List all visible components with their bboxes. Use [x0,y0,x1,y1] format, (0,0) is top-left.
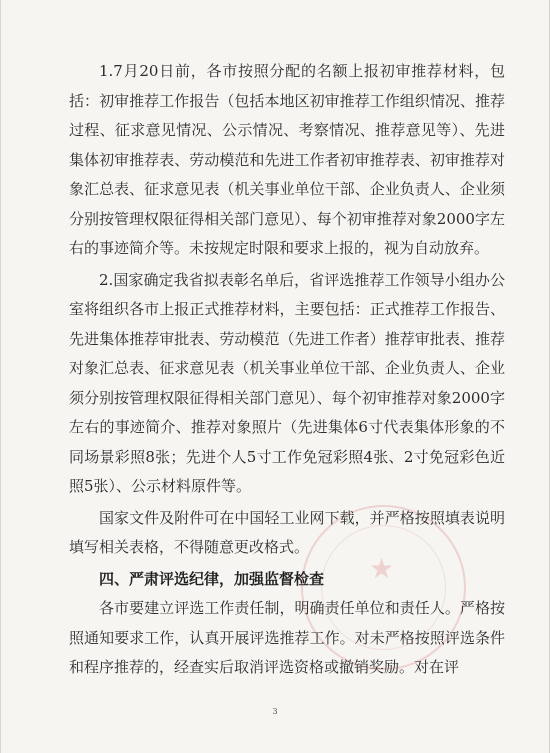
paragraph-2: 2.国家确定我省拟表彰名单后，省评选推荐工作领导小组办公室将组织各市上报正式推荐材料，主要包括：正式推荐工作报告、先进集体推荐审批表、劳动模范（先进工作者）推荐审批表、推荐对象汇总表、征求意见表（机关事业单位干部、企业负责人、企业须分别按管理权限征得相关部门意见）、每个初审推荐对象2000字左右的事迹简介、推荐对象照片（先进集体6寸代表集体形象的不同场景彩照8张；先进个人5寸工作免冠彩照4张、2寸免冠彩色近照5张）、公示材料原件等。 [69,270,505,495]
star-icon: ★ [369,552,395,585]
paragraph-4: 各市要建立评选工作责任制，明确责任单位和责任人。严格按照通知要求工作，认真开展评选推荐工作。对未严格按照评选条件和程序推荐的，经查实后取消评选资格或撤销奖励。对在评 [69,599,505,676]
paragraph-1: 1.7月20日前，各市按照分配的名额上报初审推荐材料，包括：初审推荐工作报告（包括本地区初审推荐工作组织情况、推荐过程、征求意见情况、公示情况、考察情况、推荐意见等）、先进集体初审推荐表、劳动模范和先进工作者初审推荐表、初审推荐对象汇总表、征求意见表（机关事业单位干部、企业负责人、企业须分别按管理权限征得相关部门意见）、每个初审推荐对象2000字左右的事迹简介等。未按规定时限和要求上报的，视为自动放弃。 [69,62,505,257]
section-heading: 四、严肃评选纪律，加强监督检查 [99,569,325,588]
paragraph-3: 国家文件及附件可在中国轻工业网下载，并严格按照填表说明填写相关表格，不得随意更改格式。 [69,508,505,556]
page-number: 3 [272,707,278,716]
document-content [69,57,505,683]
